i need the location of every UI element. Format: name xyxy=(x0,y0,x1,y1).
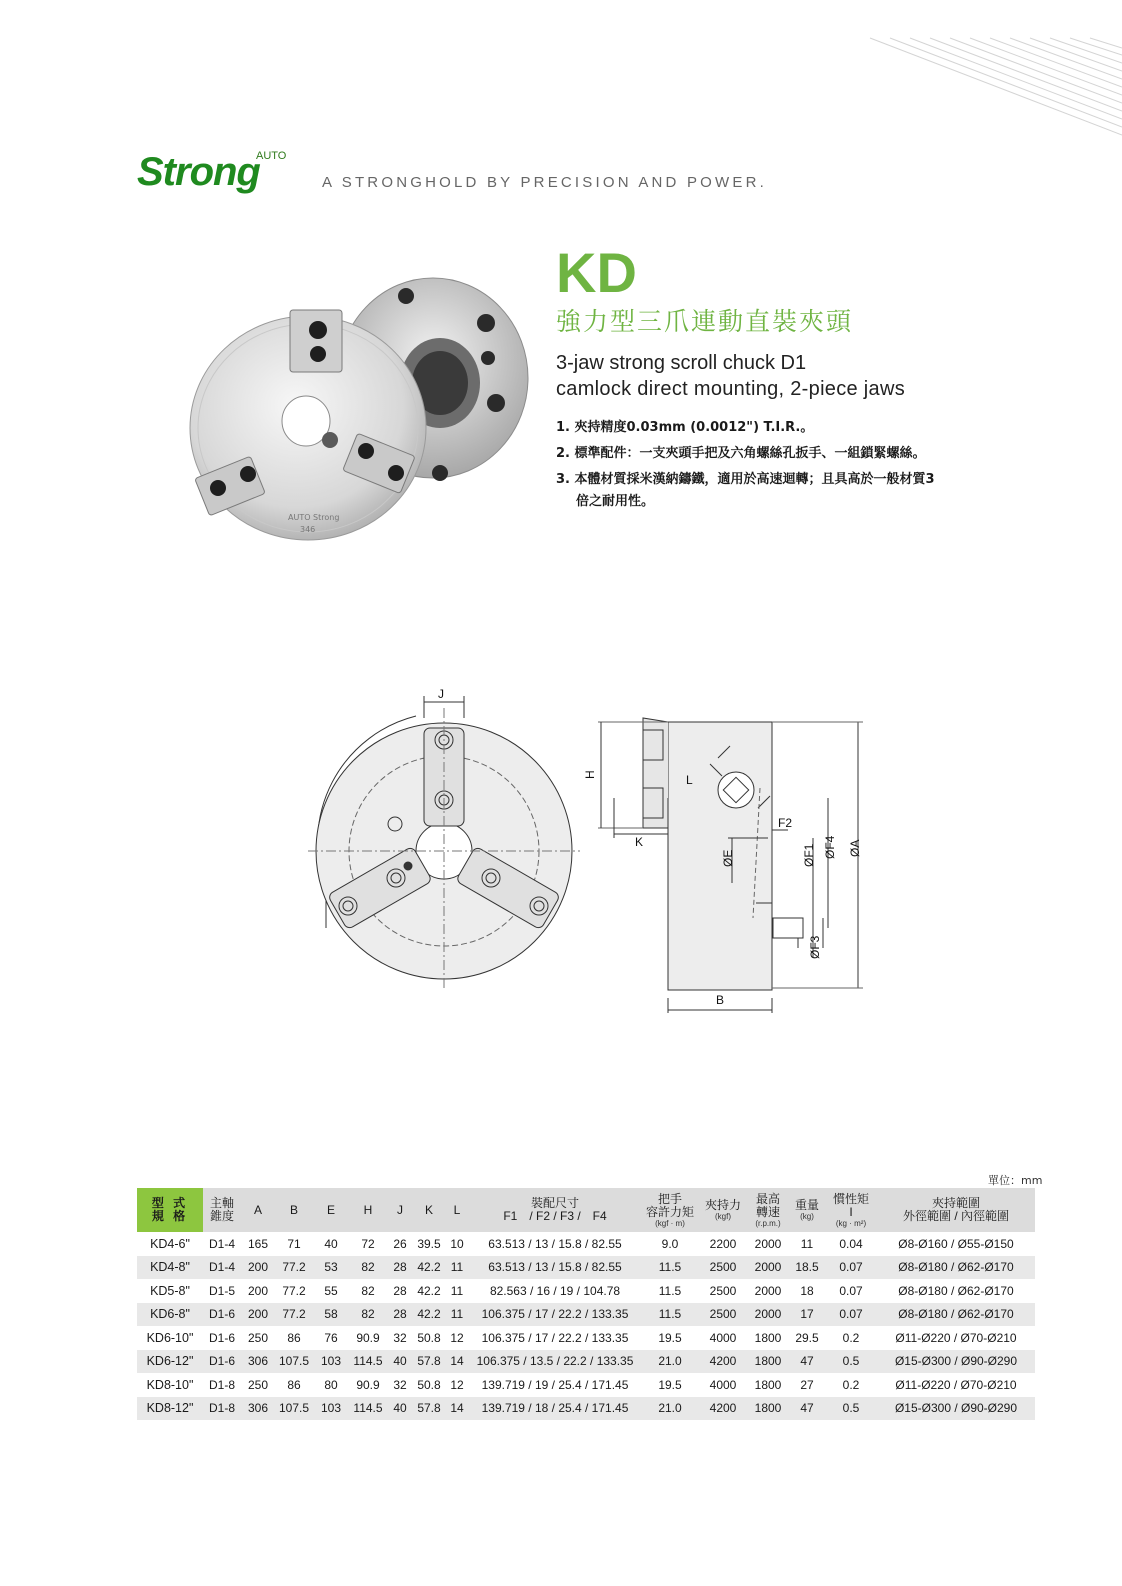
cell-model: KD4-8" xyxy=(137,1256,203,1280)
header-force: 夾持力 (kgf) xyxy=(699,1188,747,1232)
cell-l: 11 xyxy=(445,1303,469,1327)
table-unit: 單位：mm xyxy=(988,1174,1043,1187)
cell-e: 40 xyxy=(324,1236,338,1251)
cell-j: 40 xyxy=(387,1350,413,1374)
cell-force: 4000 xyxy=(709,1330,737,1345)
cell-a: 165 xyxy=(247,1236,269,1251)
cell-range: Ø8-Ø160 / Ø55-Ø150 xyxy=(898,1236,1014,1251)
cell-b: 86 xyxy=(287,1330,301,1345)
cell-weight: 18 xyxy=(800,1283,814,1298)
cell-l: 12 xyxy=(450,1330,464,1345)
cell-j: 28 xyxy=(387,1303,413,1327)
product-title-en-line2: camlock direct mounting, 2-piece jaws xyxy=(556,378,906,400)
cell-mount: 106.375 / 17 / 22.2 / 133.35 xyxy=(481,1330,629,1345)
cell-a: 306 xyxy=(241,1350,275,1374)
header-e: E xyxy=(313,1188,349,1232)
spec-table xyxy=(137,1188,1035,1420)
cell-weight: 47 xyxy=(789,1350,825,1374)
cell-a: 306 xyxy=(241,1397,275,1421)
dim-label-f1: ØF1 xyxy=(802,843,816,867)
cell-inertia: 0.5 xyxy=(825,1397,877,1421)
cell-e: 103 xyxy=(313,1397,349,1421)
cell-range: Ø15-Ø300 / Ø90-Ø290 xyxy=(877,1397,1035,1421)
header-range: 夾持範圍 外徑範圍 / 內徑範圍 xyxy=(877,1188,1035,1232)
technical-drawing xyxy=(298,688,898,1028)
header-b: B xyxy=(275,1188,313,1232)
cell-speed: 1800 xyxy=(754,1377,782,1392)
header-speed: 最高 轉速 (r.p.m.) xyxy=(747,1188,789,1232)
cell-model: KD8-12" xyxy=(137,1397,203,1421)
cell-j: 32 xyxy=(393,1377,407,1392)
table-row xyxy=(137,1303,1035,1327)
table-row xyxy=(137,1350,1035,1374)
cell-model: KD8-10" xyxy=(146,1377,194,1392)
cell-inertia: 0.04 xyxy=(839,1236,863,1251)
photo-number: 346 xyxy=(300,525,316,534)
cell-spindle: D1-6 xyxy=(203,1350,241,1374)
cell-b: 107.5 xyxy=(275,1350,313,1374)
cell-spindle: D1-8 xyxy=(208,1377,235,1392)
cell-torque: 21.0 xyxy=(641,1397,699,1421)
cell-mount: 63.513 / 13 / 15.8 / 82.55 xyxy=(469,1256,641,1280)
dim-label-f3: ØF3 xyxy=(808,935,822,959)
cell-model: KD5-8" xyxy=(150,1283,190,1298)
front-view xyxy=(308,688,580,988)
cell-force: 2500 xyxy=(699,1256,747,1280)
feature-3: 3. 本體材質採米漢納鑄鐵，適用於高速迴轉；且具高於一般材質3 xyxy=(556,472,935,487)
cell-j: 28 xyxy=(387,1256,413,1280)
cell-range: Ø8-Ø180 / Ø62-Ø170 xyxy=(898,1283,1014,1298)
cell-h: 82 xyxy=(349,1303,387,1327)
cell-mount: 63.513 / 13 / 15.8 / 82.55 xyxy=(488,1236,622,1251)
cell-k: 42.2 xyxy=(413,1256,445,1280)
cell-k: 42.2 xyxy=(413,1303,445,1327)
cell-a: 200 xyxy=(241,1256,275,1280)
cell-spindle: D1-6 xyxy=(203,1303,241,1327)
dim-label-f4: ØF4 xyxy=(823,835,837,859)
cell-torque: 19.5 xyxy=(658,1377,682,1392)
cell-weight: 11 xyxy=(800,1236,814,1251)
cell-h: 90.9 xyxy=(356,1330,380,1345)
table-row xyxy=(137,1397,1035,1421)
header-weight: 重量 (kg) xyxy=(789,1188,825,1232)
cell-e: 53 xyxy=(313,1256,349,1280)
cell-force: 4200 xyxy=(699,1350,747,1374)
cell-l: 11 xyxy=(450,1283,464,1298)
product-photo xyxy=(178,268,538,568)
cell-e: 80 xyxy=(324,1377,338,1392)
cell-j: 40 xyxy=(387,1397,413,1421)
cell-inertia: 0.5 xyxy=(825,1350,877,1374)
cell-j: 32 xyxy=(393,1330,407,1345)
cell-k: 50.8 xyxy=(417,1377,441,1392)
cell-a: 200 xyxy=(247,1283,269,1298)
cell-h: 82 xyxy=(349,1256,387,1280)
product-title-cn: 強力型三爪連動直裝夾頭 xyxy=(556,307,854,336)
cell-e: 55 xyxy=(324,1283,338,1298)
brand-tagline: A STRONGHOLD BY PRECISION AND POWER. xyxy=(322,174,767,191)
dim-label-l: L xyxy=(686,773,693,787)
cell-h: 72 xyxy=(361,1236,375,1251)
cell-weight: 47 xyxy=(789,1397,825,1421)
header-l: L xyxy=(445,1188,469,1232)
cell-h: 114.5 xyxy=(349,1350,387,1374)
cell-k: 42.2 xyxy=(417,1283,441,1298)
cell-inertia: 0.2 xyxy=(842,1330,860,1345)
cell-j: 28 xyxy=(393,1283,407,1298)
cell-torque: 9.0 xyxy=(661,1236,679,1251)
cell-model: KD6-12" xyxy=(137,1350,203,1374)
cell-speed: 1800 xyxy=(754,1330,782,1345)
dim-label-b: B xyxy=(716,993,725,1007)
brand-logo-auto: AUTO xyxy=(256,150,287,162)
cell-b: 71 xyxy=(287,1236,301,1251)
cell-torque: 11.5 xyxy=(641,1256,699,1280)
cell-inertia: 0.07 xyxy=(825,1256,877,1280)
cell-torque: 11.5 xyxy=(641,1303,699,1327)
header-inertia: 慣性矩 I (kg · m²) xyxy=(825,1188,877,1232)
brand-logo: Strong xyxy=(137,150,260,194)
cell-model: KD6-10" xyxy=(146,1330,194,1345)
cell-l: 10 xyxy=(450,1236,464,1251)
cell-mount: 106.375 / 13.5 / 22.2 / 133.35 xyxy=(469,1350,641,1374)
cell-b: 77.2 xyxy=(282,1283,306,1298)
cell-range: Ø15-Ø300 / Ø90-Ø290 xyxy=(877,1350,1035,1374)
cell-h: 114.5 xyxy=(349,1397,387,1421)
cell-speed: 1800 xyxy=(747,1350,789,1374)
dim-label-f2: F2 xyxy=(778,816,793,830)
cell-torque: 21.0 xyxy=(641,1350,699,1374)
feature-1: 1. 夾持精度0.03mm (0.0012") T.I.R.。 xyxy=(556,420,814,435)
cell-force: 2200 xyxy=(709,1236,737,1251)
cell-l: 11 xyxy=(445,1256,469,1280)
header-j: J xyxy=(387,1188,413,1232)
cell-a: 250 xyxy=(247,1377,269,1392)
cell-mount: 139.719 / 18 / 25.4 / 171.45 xyxy=(469,1397,641,1421)
cell-mount: 106.375 / 17 / 22.2 / 133.35 xyxy=(469,1303,641,1327)
feature-2: 2. 標準配件：一支夾頭手把及六角螺絲孔扳手、一組鎖緊螺絲。 xyxy=(556,446,926,461)
cell-mount: 82.563 / 16 / 19 / 104.78 xyxy=(489,1283,621,1298)
cell-h: 82 xyxy=(361,1283,375,1298)
cell-force: 2500 xyxy=(699,1303,747,1327)
table-row xyxy=(137,1232,1035,1256)
cell-spindle: D1-8 xyxy=(203,1397,241,1421)
cell-j: 26 xyxy=(393,1236,407,1251)
table-row xyxy=(137,1326,1035,1350)
cell-inertia: 0.07 xyxy=(825,1303,877,1327)
dim-label-e: ØE xyxy=(721,849,735,867)
cell-range: Ø11-Ø220 / Ø70-Ø210 xyxy=(895,1377,1017,1392)
cell-a: 250 xyxy=(247,1330,269,1345)
cell-model: KD6-8" xyxy=(137,1303,203,1327)
cell-force: 2500 xyxy=(709,1283,737,1298)
cell-l: 12 xyxy=(450,1377,464,1392)
header-a: A xyxy=(241,1188,275,1232)
cell-model: KD4-6" xyxy=(150,1236,190,1251)
cell-range: Ø8-Ø180 / Ø62-Ø170 xyxy=(877,1256,1035,1280)
dim-label-j: J xyxy=(438,688,444,701)
cell-force: 4000 xyxy=(709,1377,737,1392)
header-mount: 裝配尺寸 F1 / F2 / F3 / F4 xyxy=(469,1188,641,1232)
cell-speed: 1800 xyxy=(747,1397,789,1421)
table-row xyxy=(137,1373,1035,1397)
cell-b: 86 xyxy=(287,1377,301,1392)
cell-spindle: D1-5 xyxy=(208,1283,235,1298)
cell-k: 57.8 xyxy=(413,1397,445,1421)
cell-inertia: 0.2 xyxy=(842,1377,860,1392)
cell-k: 57.8 xyxy=(413,1350,445,1374)
cell-b: 77.2 xyxy=(275,1303,313,1327)
cell-k: 39.5 xyxy=(417,1236,441,1251)
cell-torque: 11.5 xyxy=(658,1283,682,1298)
header-torque: 把手 容許力矩 (kgf · m) xyxy=(641,1188,699,1232)
cell-l: 14 xyxy=(445,1350,469,1374)
cell-weight: 17 xyxy=(789,1303,825,1327)
product-model: KD xyxy=(556,241,637,304)
dim-label-a: ØA xyxy=(848,839,862,857)
product-title-en-line1: 3-jaw strong scroll chuck D1 xyxy=(556,352,807,374)
photo-label: AUTO Strong xyxy=(288,513,340,522)
header-h: H xyxy=(349,1188,387,1232)
cell-mount: 139.719 / 19 / 25.4 / 171.45 xyxy=(481,1377,629,1392)
cell-inertia: 0.07 xyxy=(839,1283,863,1298)
table-header-row xyxy=(137,1188,1035,1232)
cell-h: 90.9 xyxy=(356,1377,380,1392)
cell-l: 14 xyxy=(445,1397,469,1421)
cell-b: 77.2 xyxy=(275,1256,313,1280)
dim-label-h: H xyxy=(583,770,597,779)
cell-spindle: D1-6 xyxy=(208,1330,235,1345)
cell-torque: 19.5 xyxy=(658,1330,682,1345)
cell-a: 200 xyxy=(241,1303,275,1327)
table-row xyxy=(137,1256,1035,1280)
header-model: 型 式 規 格 xyxy=(137,1188,203,1232)
cell-range: Ø8-Ø180 / Ø62-Ø170 xyxy=(877,1303,1035,1327)
table-row xyxy=(137,1279,1035,1303)
cell-b: 107.5 xyxy=(275,1397,313,1421)
cell-e: 76 xyxy=(324,1330,338,1345)
cell-speed: 2000 xyxy=(754,1283,782,1298)
cell-range: Ø11-Ø220 / Ø70-Ø210 xyxy=(895,1330,1017,1345)
cell-speed: 2000 xyxy=(747,1303,789,1327)
decorative-lines xyxy=(850,30,1122,140)
header-k: K xyxy=(413,1188,445,1232)
feature-3-continued: 倍之耐用性。 xyxy=(576,494,655,509)
cell-weight: 18.5 xyxy=(789,1256,825,1280)
cell-force: 4200 xyxy=(699,1397,747,1421)
cell-spindle: D1-4 xyxy=(208,1236,235,1251)
side-view xyxy=(583,718,863,1013)
cell-weight: 29.5 xyxy=(795,1330,819,1345)
header-spindle: 主軸 錐度 xyxy=(203,1188,241,1232)
cell-weight: 27 xyxy=(800,1377,814,1392)
cell-speed: 2000 xyxy=(754,1236,782,1251)
cell-e: 58 xyxy=(313,1303,349,1327)
cell-spindle: D1-4 xyxy=(203,1256,241,1280)
cell-e: 103 xyxy=(313,1350,349,1374)
cell-speed: 2000 xyxy=(747,1256,789,1280)
dim-label-k: K xyxy=(635,835,644,849)
cell-k: 50.8 xyxy=(417,1330,441,1345)
